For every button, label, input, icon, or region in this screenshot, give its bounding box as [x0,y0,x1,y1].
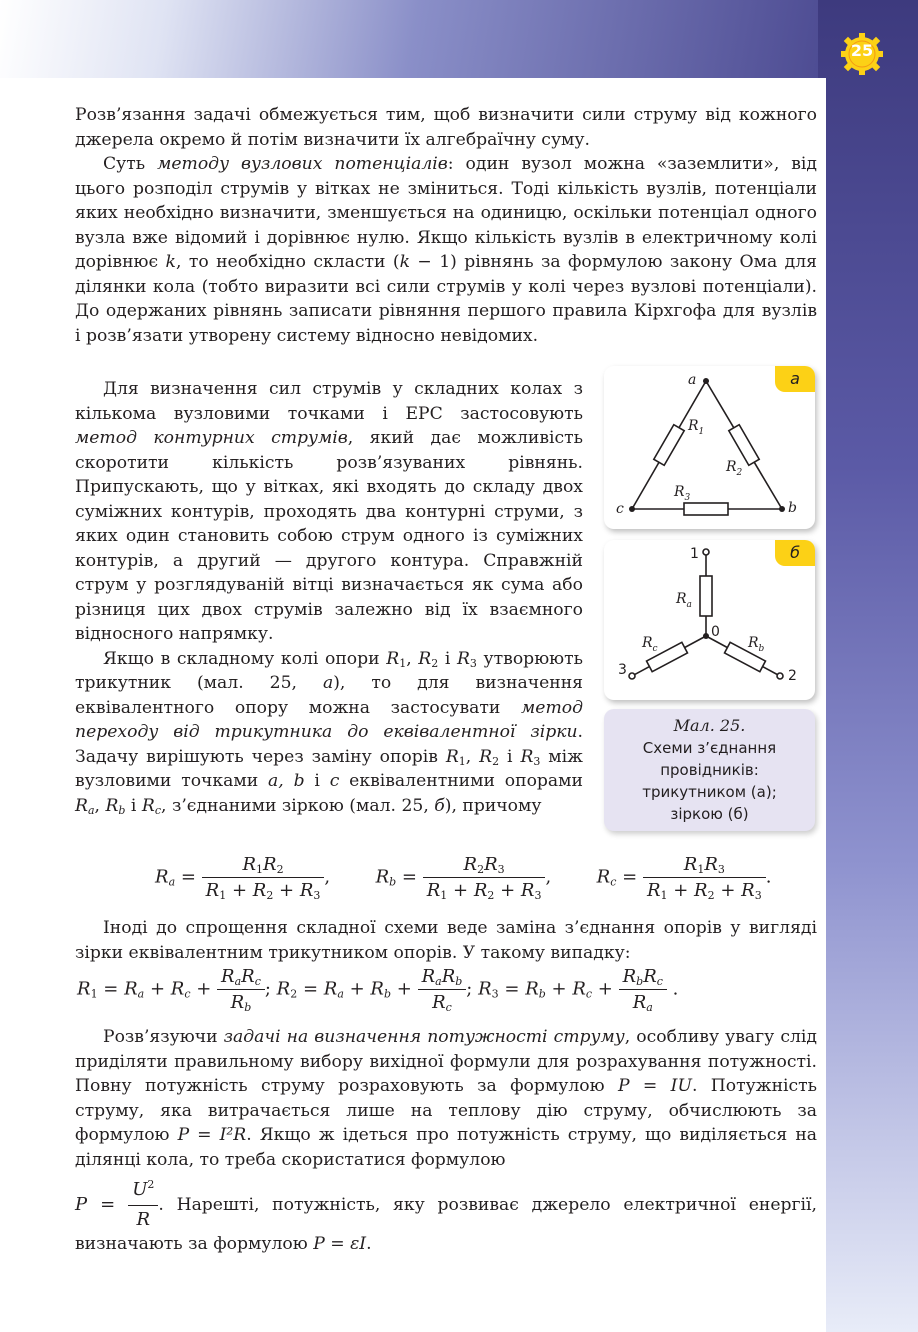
text-block-star [75,916,817,965]
paragraph-7: P = $\frac{U^2}{R}$ . Нарешті, потужність, яку розвиває джерело електричної енергії, визначають за формулою P = εI. [75,1178,817,1254]
node-a-label: a [688,372,697,388]
paragraph-3: Для визначення сил струмів у складних колах з кількома вузловими точками і ЕРС застосовують метод контурних струмів, який дає можливість скоротити кількість розв’язуваних рівнянь. Припускають, що у вітках, які входять до складу двох суміжних контурів, проходять два контурні струми, з яких один становить собою струм одного із суміжних контурів, а другий — другого контура. Справжній струм у розглядуваній вітці визначається як сума або різниця цих двох струмів залежно від їх взаємного відносного напрямку. [75,379,584,644]
text-block-power [75,1025,817,1172]
formula-star-to-triangle: $R_1 = R_a + R_c$ + $\frac{R_aR_c}{R_b}$ ; $R_2 = R_a + R_b$ + $\frac{R_aR_b}{R_c}$ ; $R_3 = R_b + R_c$ + $\frac{R_bR_c}{R_a}$ . [77,966,679,1014]
terminal-2-label: 2 [788,668,797,684]
paragraph-1: Розв’язання задачі обмежується тим, щоб визначити сили струму від кожного джерела окремо й потім визначити їх алгебраїчну суму. [75,105,817,150]
paragraph-2: Суть методу вузлових потенціалів: один вузол можна «заземлити», від цього розподіл струмів у вітках не зміниться. Тоді кількість вузлів, потенціали яких необхідно визначити, зменшується на одиницю, оскільки потенціал одного вузла вже відомий і дорівнює нулю. Якщо кількість вузлів в електричному колі дорівнює k, то необхідно скласти (k − 1) рівнянь за формулою закону Ома для ділянки кола (тобто виразити всі сили струмів у колі через вузлові потенціали). До одержаних рівнянь записати рівняння першого правила Кірхгофа для вузлів і розв’язати утворену систему відносно невідомих. [75,154,818,346]
r1-label: $R_1$ [688,418,705,437]
r2-label: $R_2$ [726,459,743,478]
formula-triangle-to-star: $R_a$ = $\frac{R_1R_2}{R_1 + R_2 + R_3}$ , $R_b$ = $\frac{R_2R_3}{R_1 + R_2 + R_3}$ , $R_c$ = $\frac{R_1R_3}{R_1 + R_2 + R_3}$ . [155,854,772,902]
figure-caption [604,709,815,831]
center-0-label: 0 [711,624,720,640]
page-number-badge [836,32,888,76]
node-c-label: c [616,501,624,517]
rc-label: $R_c$ [642,635,658,654]
figure-star [604,540,815,700]
header-band [0,0,918,88]
caption-title: Мал. 25. [673,716,746,735]
figure-tag-a: а [775,366,815,392]
figure-tag-b: б [775,540,815,566]
star-circuit-diagram [604,540,815,700]
triangle-circuit-diagram [604,366,815,529]
rb-label: $R_b$ [748,635,765,654]
terminal-3-label: 3 [618,662,627,678]
paragraph-6: Розв’язуючи задачі на визначення потужності струму, особливу увагу слід приділяти правильному вибору вихідної формули для розрахування потужності. Повну потужність струму розраховують за формулою P = IU. Потужність струму, яка витрачається лише на теплову дію струму, обчислюють за формулою P = I²R. Якщо ж ідеться про потужність струму, що виділяється на ділянці кола, то треба скористатися формулою [75,1027,818,1170]
terminal-1-label: 1 [690,546,699,562]
text-block-middle [75,377,583,818]
ra-label: $R_a$ [676,591,692,610]
text-block-top [75,103,817,348]
caption-text: Схеми з’єднання провідників: трикутником (а); зіркою (б) [642,739,777,823]
text-block-final [75,1178,817,1257]
page-number: 25 [850,41,874,60]
side-band [818,0,918,1332]
node-b-label: b [788,500,797,516]
r3-label: $R_3$ [674,484,691,503]
figure-triangle [604,366,815,529]
paragraph-4: Якщо в складному колі опори $R_1$, $R_2$ і $R_3$ утворюють трикутник (мал. 25, а), то для визначення еквівалентного опору можна застосувати метод переходу від трикутника до еквівалентної зірки. Задачу вирішують через заміну опорів $R_1$, $R_2$ і $R_3$ між вузловими точками a, b і c еквівалентними опорами $R_a$, $R_b$ і $R_c$, з’єднаними зіркою (мал. 25, б), причому [75,648,583,817]
paragraph-5: Іноді до спрощення складної схеми веде заміна з’єднання опорів у вигляді зірки еквівалентним трикутником опорів. У такому випадку: [75,918,817,963]
